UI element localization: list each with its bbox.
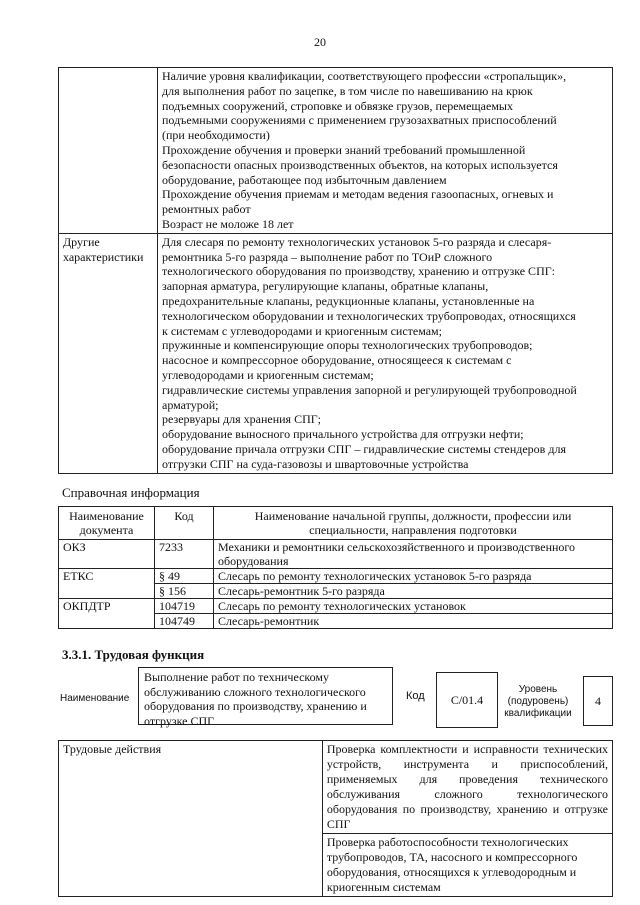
level-value-box: 4 (583, 676, 613, 726)
text-line: запорная арматура, регулирующие клапаны, обратные клапаны, (162, 279, 489, 294)
action-item: Проверка работоспособности технологических трубопроводов, ТА, насосного и компрессорного оборудования, относящихся к углеводородным и криогенным системам (322, 834, 612, 897)
reference-table (58, 506, 613, 629)
doc-cell: ОКПДТР (59, 599, 155, 614)
doc-cell: ЕТКС (59, 569, 155, 584)
table-row (59, 68, 613, 234)
empty-cell (59, 68, 158, 234)
code-cell: 104749 (155, 614, 214, 629)
doc-cell: ОКЗ (59, 540, 155, 569)
doc-cell (59, 584, 155, 599)
text-line: подъемных сооружений, строповке и обвязке грузов, перемещаемых (162, 98, 513, 113)
text-line: ремонтника 5-го разряда – выполнение работ по ТОиР сложного (162, 249, 493, 264)
code-cell: 104719 (155, 599, 214, 614)
text-line: Наличие уровня квалификации, соответствующего профессии «стропальщик», (162, 69, 567, 83)
text-line: Прохождение обучения и проверки знаний требований промышленной (162, 142, 526, 157)
code-cell: § 49 (155, 569, 214, 584)
reference-title: Справочная информация (62, 485, 200, 500)
code-label: Код (406, 690, 425, 702)
text-line: углеводородами и криогенным системам; (162, 367, 374, 382)
code-cell: § 156 (155, 584, 214, 599)
table-header-row (59, 507, 613, 540)
name-label: Наименование (60, 693, 130, 704)
text-line: Возраст не моложе 18 лет (162, 216, 294, 231)
header-name: Наименование начальной группы, должности, профессии или специальности, направления подготовки (214, 507, 613, 540)
function-name-box: Выполнение работ по техническому обслуживанию сложного технологического оборудования по производству, хранению и отгрузке СПГ (138, 667, 393, 725)
text-line: резервуары для хранения СПГ; (162, 412, 322, 427)
code-cell: 7233 (155, 540, 214, 569)
text-line: для выполнения работ по зацепке, в том числе по навешиванию на крюк (162, 83, 533, 98)
code-value-box: C/01.4 (436, 672, 498, 728)
qualification-table (58, 67, 613, 474)
labor-actions-table (58, 740, 613, 897)
other-characteristics-label: Другие характеристики (59, 233, 158, 473)
other-characteristics-cell (158, 233, 613, 473)
labor-actions-label: Трудовые действия (59, 741, 323, 897)
text-line: технологического оборудования по производству, хранению и отгрузке СПГ: (162, 264, 555, 279)
text-line: гидравлические системы управления запорной и регулирующей трубопроводной (162, 382, 577, 397)
text-line: ремонтных работ (162, 202, 251, 217)
text-line: отгрузки СПГ на суда-газовозы и швартовочные устройства (162, 456, 469, 471)
table-row (59, 584, 613, 599)
text-line: оборудование причала отгрузки СПГ – гидравлические системы стендеров для (162, 441, 566, 456)
text-line: (при необходимости) (162, 128, 270, 143)
text-line: технологическом оборудовании и технологических трубопроводах, относящихся (162, 308, 576, 323)
header-code: Код (155, 507, 214, 540)
text-line: насосное и компрессорное оборудование, относящееся к системам с (162, 353, 512, 368)
level-label: Уровень (подуровень) квалификации (504, 684, 572, 719)
text-line: оборудование выносного причального устройства для отгрузки нефти; (162, 427, 524, 442)
name-cell: Слесарь по ремонту технологических установок (214, 599, 613, 614)
text-line: Прохождение обучения приемам и методам ведения газоопасных, огневых и (162, 187, 554, 202)
name-cell: Слесарь по ремонту технологических установок 5-го разряда (214, 569, 613, 584)
header-document: Наименование документа (59, 507, 155, 540)
table-row (59, 741, 613, 834)
table-row (59, 614, 613, 629)
text-line: оборудование, работающее под избыточным давлением (162, 172, 447, 187)
text-line: подъемными сооружениями с применением грузозахватных приспособлений (162, 113, 557, 128)
text-line: к системам с углеводородами и криогенным системам; (162, 323, 442, 338)
text-line: пружинные и компенсирующие опоры технологических трубопроводов; (162, 338, 533, 353)
action-item: Проверка комплектности и исправности технических устройств, инструмента и приспособлений, применяемых для проведения технического обслуживания сложного технологического оборудования по производству, хранению и отгрузке СПГ (322, 741, 612, 834)
table-row (59, 599, 613, 614)
doc-cell (59, 614, 155, 629)
name-cell: Слесарь-ремонтник (214, 614, 613, 629)
table-row (59, 569, 613, 584)
name-cell: Механики и ремонтники сельскохозяйственного и производственного оборудования (214, 540, 613, 569)
name-cell: Слесарь-ремонтник 5-го разряда (214, 584, 613, 599)
page-number: 20 (314, 35, 326, 49)
table-row (59, 233, 613, 473)
text-line: арматурой; (162, 397, 219, 412)
text-line: безопасности опасных производственных объектов, на которых используется (162, 157, 558, 172)
function-title: 3.3.1. Трудовая функция (62, 647, 205, 662)
table-row (59, 540, 613, 569)
requirements-cell (158, 68, 613, 234)
text-line: предохранительные клапаны, редукционные клапаны, установленные на (162, 293, 535, 308)
text-line: Для слесаря по ремонту технологических установок 5-го разряда и слесаря- (162, 234, 552, 249)
